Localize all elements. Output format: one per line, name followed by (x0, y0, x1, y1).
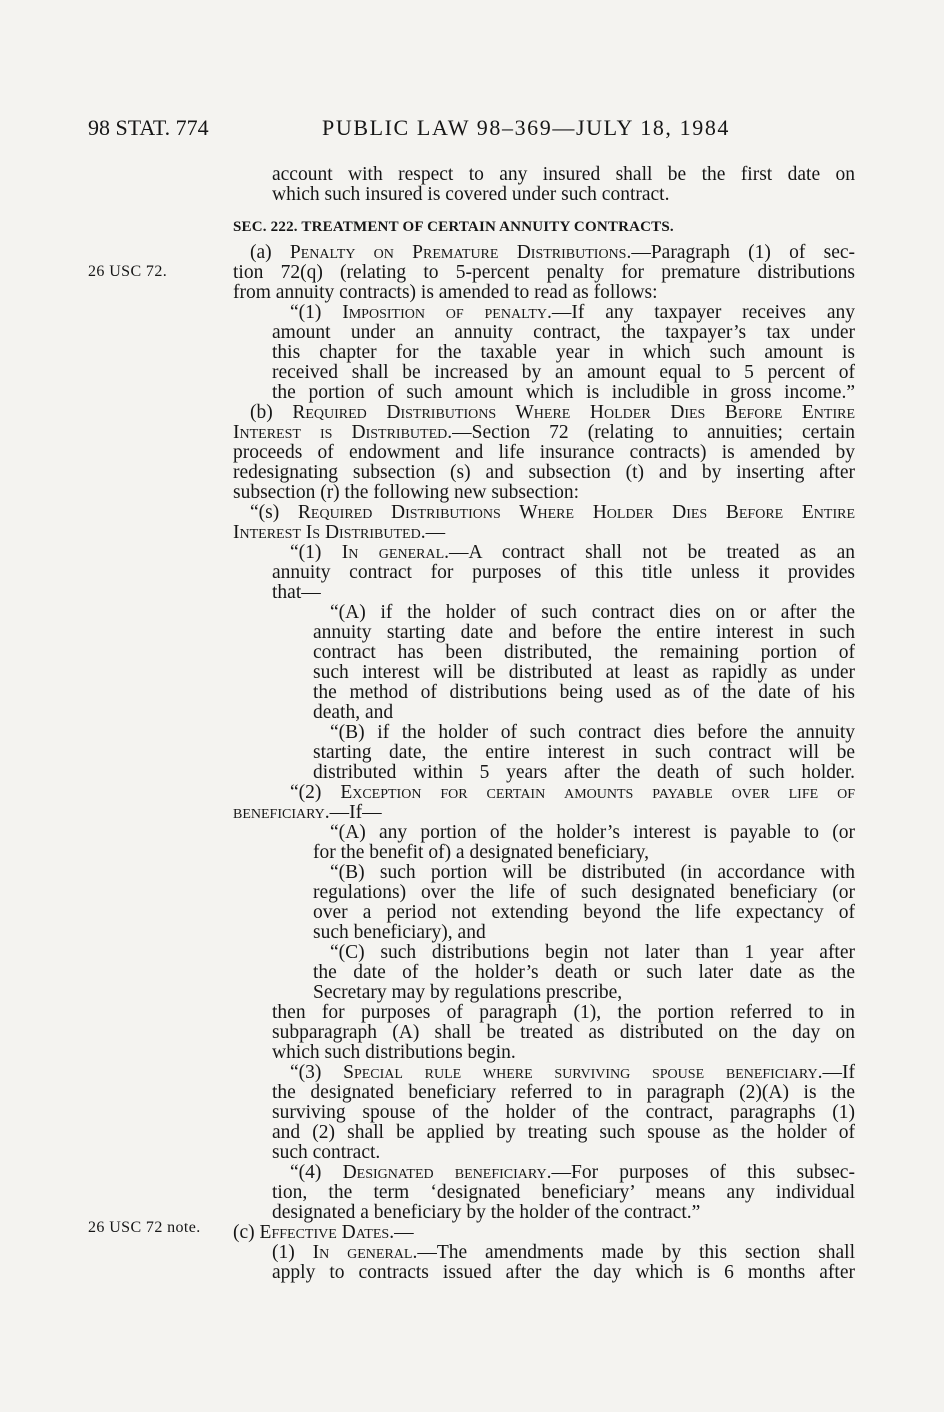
text-run: which such distributions begin. (272, 1042, 516, 1063)
text-run: “(s) (250, 502, 298, 523)
text-run: redesignating subsection (s) and subsection (t) and by inserting after (233, 462, 855, 483)
text-line (233, 803, 855, 823)
text-run: for the benefit of) a designated beneficiary, (313, 842, 650, 863)
text-line (233, 1003, 855, 1023)
text-run: .—The amendments made by this section shall (412, 1242, 855, 1263)
small-caps-run: In general (341, 542, 445, 563)
text-run: that— (272, 582, 321, 603)
text-line (233, 165, 855, 185)
text-run: over a period not extending beyond the life expectancy of (313, 902, 855, 923)
text-run: .—Section 72 (relating to annuities; certain (447, 422, 855, 443)
section-heading: SEC. 222. TREATMENT OF CERTAIN ANNUITY CONTRACTS. (233, 219, 674, 235)
stat-page-number: 98 STAT. 774 (88, 115, 209, 140)
text-run: such contract. (272, 1142, 381, 1163)
small-caps-run: Required Distributions Where Holder Dies Before Entire (297, 502, 856, 523)
text-run: death, and (313, 702, 394, 723)
text-run: contract has been distributed, the remaining portion of (313, 642, 855, 663)
text-run: “(3) (290, 1062, 344, 1083)
text-run: .—For purposes of this subsec- (546, 1162, 855, 1183)
small-caps-run: Penalty on Premature Distributions (289, 242, 627, 263)
text-line (233, 1043, 855, 1063)
text-run: subsection (r) the following new subsection: (233, 482, 580, 503)
text-run: .—Paragraph (1) of sec- (626, 242, 855, 263)
text-line (233, 603, 855, 623)
text-line (233, 403, 855, 423)
text-line (233, 643, 855, 663)
text-run: which such insured is covered under such contract. (272, 184, 670, 205)
text-line (233, 1263, 855, 1283)
text-line (233, 923, 855, 943)
text-run: .—A contract shall not be treated as an (444, 542, 855, 563)
text-run: “(A) if the holder of such contract dies on or after the (330, 602, 855, 623)
text-run: annuity contract for purposes of this title unless it provides (272, 562, 855, 583)
text-run: regulations) over the life of such designated beneficiary (or (313, 882, 855, 903)
text-line (233, 683, 855, 703)
text-run: subparagraph (A) shall be treated as distributed on the day on (272, 1022, 855, 1043)
text-run: distributed within 5 years after the death of such holder. (313, 762, 855, 783)
text-run: tion 72(q) (relating to 5-percent penalty for premature distributions (233, 262, 855, 283)
text-line (233, 1183, 855, 1203)
text-line (233, 483, 855, 503)
text-line (233, 663, 855, 683)
running-head: PUBLIC LAW 98–369—JULY 18, 1984 (322, 115, 731, 140)
text-line (233, 703, 855, 723)
text-line (233, 1203, 855, 1223)
text-run: annuity starting date and before the entire interest in such (313, 622, 855, 643)
text-run: (c) (233, 1222, 260, 1243)
text-line (233, 983, 855, 1003)
text-line (233, 783, 855, 803)
text-line (233, 543, 855, 563)
text-line (233, 883, 855, 903)
text-line (233, 283, 855, 303)
text-run: starting date, the entire interest in such contract will be (313, 742, 855, 763)
text-line (233, 343, 855, 363)
text-run: the method of distributions being used as of the date of his (313, 682, 855, 703)
text-line (233, 1143, 855, 1163)
text-run: surviving spouse of the holder of the contract, paragraphs (1) (272, 1102, 855, 1123)
text-line (233, 763, 855, 783)
text-line (233, 903, 855, 923)
text-line (233, 583, 855, 603)
text-run: .—If— (324, 802, 382, 823)
text-line (233, 743, 855, 763)
small-caps-run: Exception for certain amounts payable over life of (340, 782, 855, 803)
text-line (233, 503, 855, 523)
text-run: account with respect to any insured shall be the first date on (272, 164, 855, 185)
text-line (233, 363, 855, 383)
text-run: .—If any taxpayer receives any (547, 302, 856, 323)
text-run: .— (420, 522, 446, 543)
small-caps-run: beneficiary (233, 802, 325, 823)
text-run: “(B) if the holder of such contract dies before the annuity (330, 722, 855, 743)
text-run: “(A) any portion of the holder’s interest is payable to (or (330, 822, 855, 843)
small-caps-run: Designated beneficiary (342, 1162, 547, 1183)
text-line (233, 1163, 855, 1183)
text-line (233, 1063, 855, 1083)
text-run: apply to contracts issued after the day which is 6 months after (272, 1262, 855, 1283)
text-line (233, 323, 855, 343)
text-run: “(1) (290, 542, 342, 563)
text-run: from annuity contracts) is amended to read as follows: (233, 282, 658, 303)
text-line (233, 963, 855, 983)
text-run: then for purposes of paragraph (1), the portion referred to in (272, 1002, 855, 1023)
text-line (233, 843, 855, 863)
text-line (233, 423, 855, 443)
text-line (233, 863, 855, 883)
small-caps-run: Special rule where surviving spouse beneficiary (343, 1062, 818, 1083)
margin-note: 26 USC 72 note. (88, 1219, 201, 1236)
text-run: “(2) (290, 782, 341, 803)
text-run: “(1) (290, 302, 343, 323)
text-line (233, 185, 855, 205)
text-run: (a) (250, 242, 290, 263)
small-caps-run: Interest Is Distributed (233, 522, 421, 543)
small-caps-run: Effective Dates (259, 1222, 390, 1243)
text-run: this chapter for the taxable year in which such amount is (272, 342, 855, 363)
text-line (233, 563, 855, 583)
text-line (233, 463, 855, 483)
text-line (233, 623, 855, 643)
small-caps-run: In general (312, 1242, 413, 1263)
body-text (233, 165, 855, 1283)
small-caps-run: Required Distributions Where Holder Dies Before Entire (292, 402, 855, 423)
text-run: “(B) such portion will be distributed (in accordance with (330, 862, 855, 883)
text-run: received shall be increased by an amount equal to 5 percent of (272, 362, 855, 383)
text-run: .— (389, 1222, 414, 1243)
text-line (233, 1243, 855, 1263)
text-line (233, 1103, 855, 1123)
text-line (233, 443, 855, 463)
text-line (233, 243, 855, 263)
text-run: “(4) (290, 1162, 343, 1183)
text-line (233, 263, 855, 283)
text-run: Secretary may by regulations prescribe, (313, 982, 623, 1003)
text-line (233, 1023, 855, 1043)
text-run: designated a beneficiary by the holder of the contract.” (272, 1202, 701, 1223)
text-run: the date of the holder’s death or such later date as the (313, 962, 855, 983)
small-caps-run: Interest is Distributed (233, 422, 448, 443)
text-line (233, 723, 855, 743)
text-run: such beneficiary), and (313, 922, 486, 943)
text-line (233, 823, 855, 843)
small-caps-run: Imposition of penalty (342, 302, 548, 323)
text-run: (1) (272, 1242, 313, 1263)
text-line (233, 523, 855, 543)
text-run: and (2) shall be applied by treating such spouse as the holder of (272, 1122, 855, 1143)
text-run: such interest will be distributed at least as rapidly as under (313, 662, 855, 683)
text-run: tion, the term ‘designated beneficiary’ means any individual (272, 1182, 855, 1203)
text-line (233, 1223, 855, 1243)
text-line (233, 383, 855, 403)
text-run: “(C) such distributions begin not later than 1 year after (330, 942, 855, 963)
text-run: the designated beneficiary referred to in paragraph (2)(A) is the (272, 1082, 855, 1103)
text-line (233, 1123, 855, 1143)
text-run: .—If (817, 1062, 855, 1083)
text-run: amount under an annuity contract, the taxpayer’s tax under (272, 322, 855, 343)
text-line (233, 943, 855, 963)
text-line (233, 1083, 855, 1103)
text-line (233, 303, 855, 323)
margin-note: 26 USC 72. (88, 263, 168, 280)
text-run: the portion of such amount which is includible in gross income.” (272, 382, 855, 403)
text-run: (b) (250, 402, 293, 423)
text-run: proceeds of endowment and life insurance contracts) is amended by (233, 442, 855, 463)
